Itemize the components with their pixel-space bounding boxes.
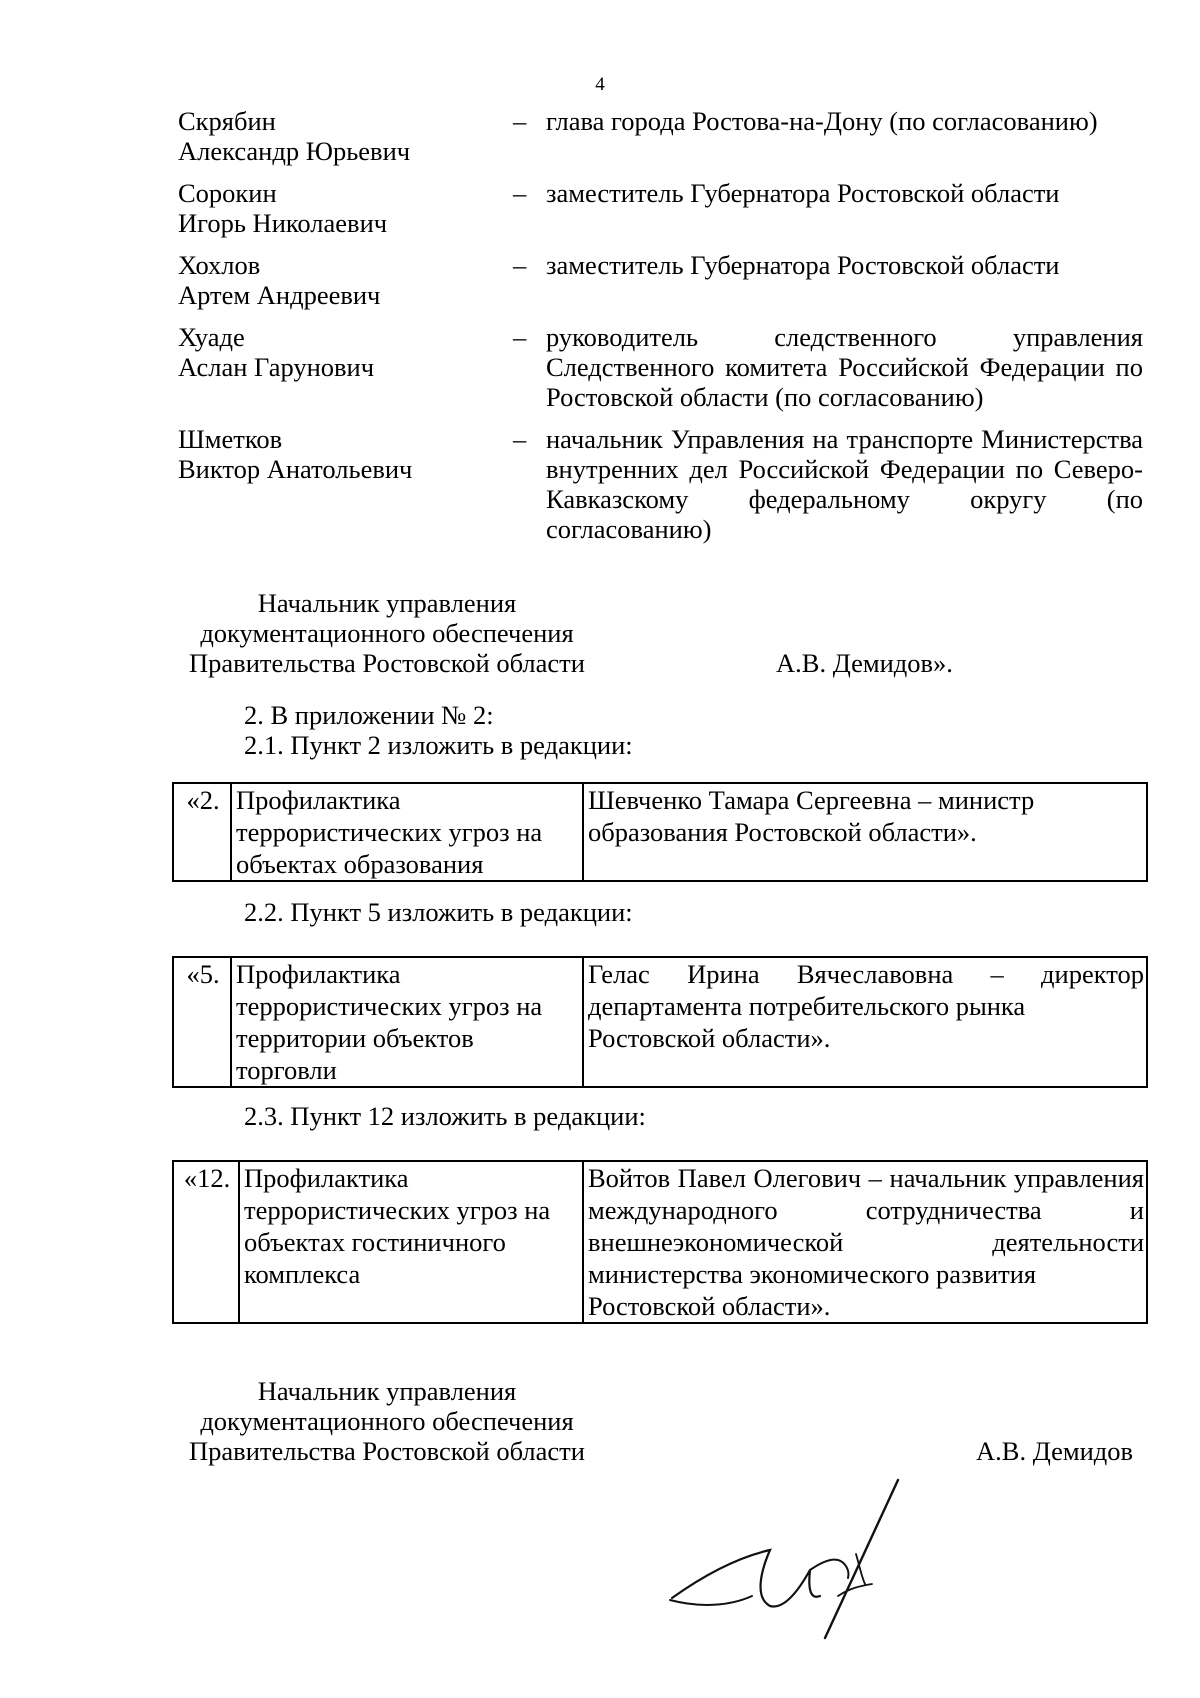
item-description: Профилактика террористических угроз на объектах образования [231,783,583,881]
member-position: руководитель следственного управления Следственного комитета Российской Федерации по Ростовской области (по согласованию) [546,322,1143,412]
member-position: заместитель Губернатора Ростовской области [546,178,1060,208]
section-heading: 2. В приложении № 2: [244,700,494,730]
item-number: «12. [173,1161,239,1323]
item-number: «5. [173,957,231,1087]
signer-title-line: документационного обеспечения [200,618,574,648]
table-item-12 [172,1160,1148,1324]
item-responsible: Войтов Павел Олегович – начальник управления международного сотрудничества и внешнеэкономической деятельности министерства экономического развития Ростовской области». [583,1161,1147,1323]
item-2-3: 2.3. Пункт 12 изложить в редакции: [244,1101,646,1131]
dash: – [513,250,527,280]
table-row [173,783,1147,881]
item-2-1: 2.1. Пункт 2 изложить в редакции: [244,730,633,760]
signer-title-line: Правительства Ростовской области [189,648,585,678]
item-description: Профилактика террористических угроз на объектах гостиничного комплекса [239,1161,583,1323]
dash: – [513,178,527,208]
signer-name-1: А.В. Демидов». [776,648,953,678]
item-description: Профилактика террористических угроз на территории объектов торговли [231,957,583,1087]
signature-block-2 [172,1376,602,1466]
signer-title-line: Начальник управления [257,1376,517,1406]
dash: – [513,106,527,136]
signer-title-line: Начальник управления [257,588,517,618]
item-responsible: Шевченко Тамара Сергеевна – министр образования Ростовской области». [583,783,1147,881]
item-number: «2. [173,783,231,881]
table-item-5 [172,956,1148,1088]
item-responsible: Гелас Ирина Вячеславовна – директор департамента потребительского рынка Ростовской области». [583,957,1147,1087]
signer-name-2: А.В. Демидов [976,1436,1134,1466]
item-2-2: 2.2. Пункт 5 изложить в редакции: [244,897,633,927]
table-row [173,1161,1147,1323]
dash: – [513,424,527,454]
member-name: Хуаде Аслан Гарунович [178,322,375,382]
signer-title-line: Правительства Ростовской области [189,1436,585,1466]
member-name: Сорокин Игорь Николаевич [178,178,388,238]
page-number: 4 [595,74,605,95]
signature-block-1 [172,588,602,678]
signer-title-line: документационного обеспечения [200,1406,574,1436]
member-position: заместитель Губернатора Ростовской области [546,250,1060,280]
member-name: Хохлов Артем Андреевич [178,250,381,310]
member-position: начальник Управления на транспорте Министерства внутренних дел Российской Федерации по Северо-Кавказскому федеральному округу (по согласованию) [546,424,1143,544]
member-position: глава города Ростова-на-Дону (по согласованию) [546,106,1098,136]
table-row [173,957,1147,1087]
member-name: Скрябин Александр Юрьевич [178,106,411,166]
table-item-2 [172,782,1148,882]
member-name: Шметков Виктор Анатольевич [178,424,413,484]
dash: – [513,322,527,352]
handwritten-signature [660,1478,940,1648]
